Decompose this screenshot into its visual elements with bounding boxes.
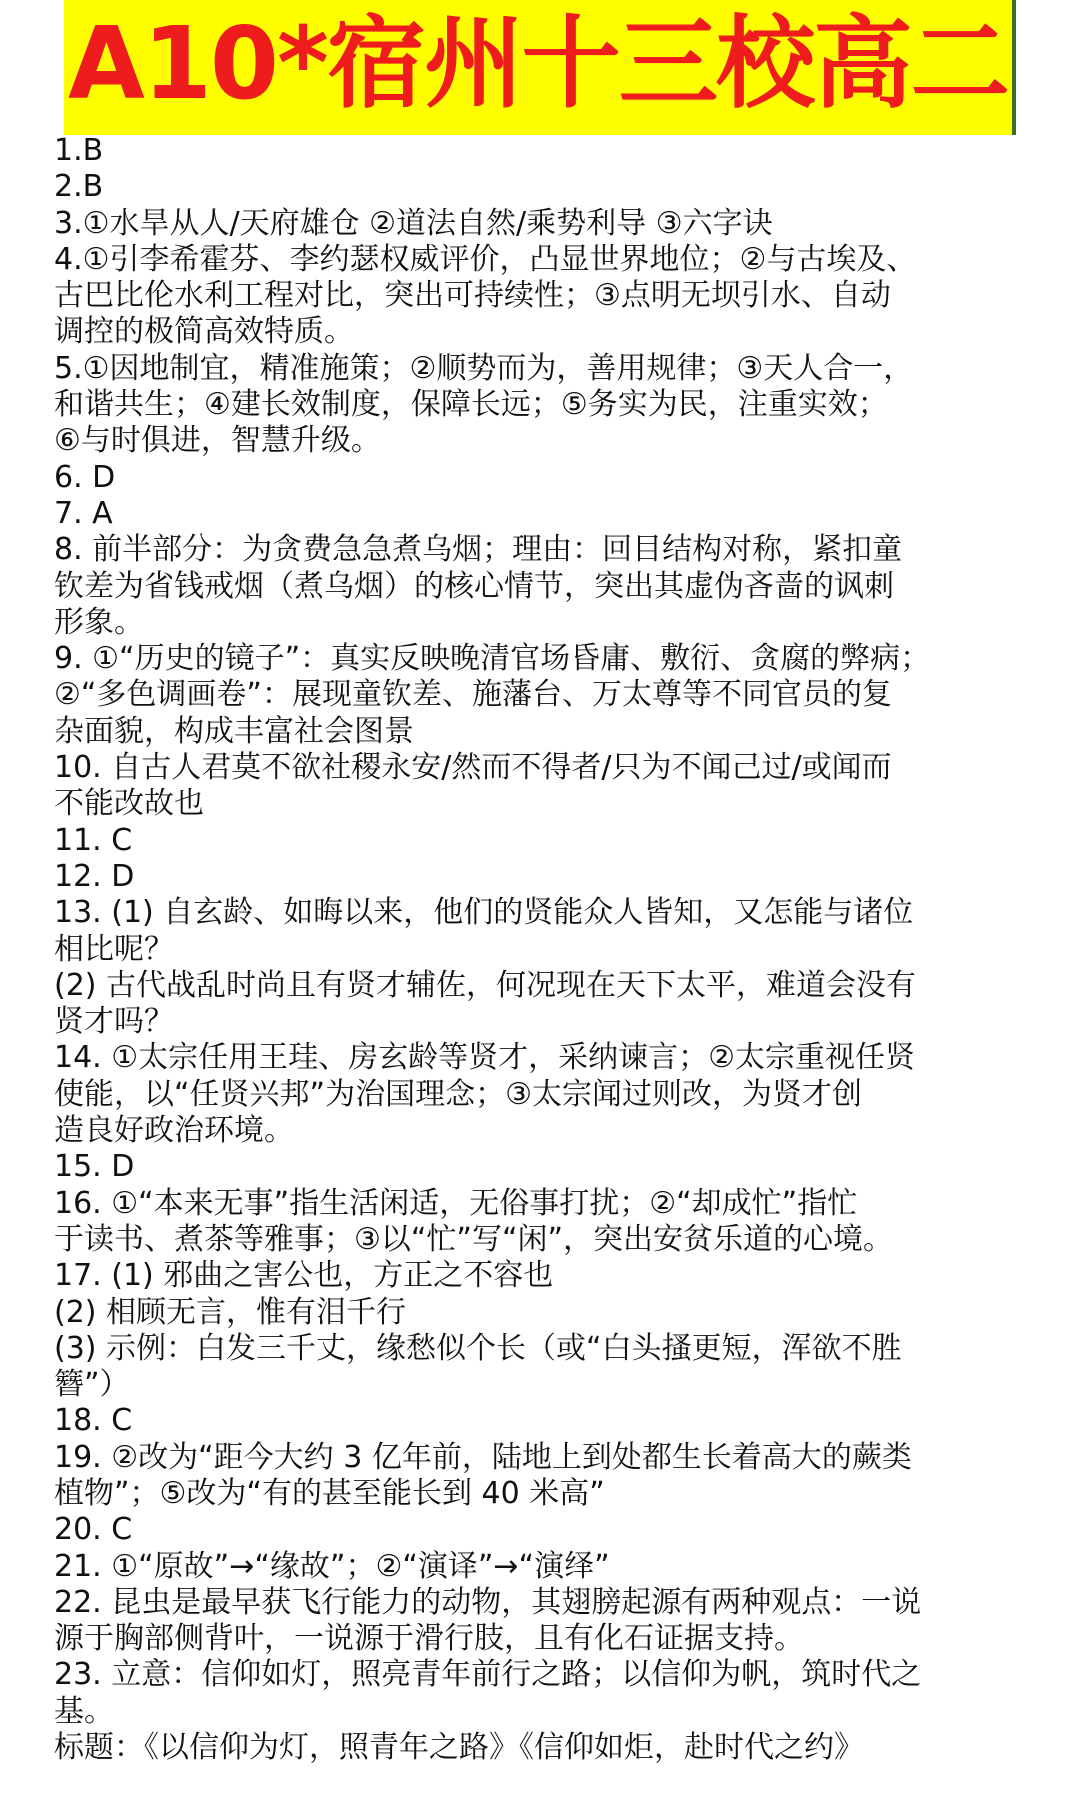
answer-line: 6. D: [54, 459, 116, 495]
answer-line: 杂面貌，构成丰富社会图景: [54, 713, 414, 749]
answer-line: 于读书、煮茶等雅事；③以“忙”写“闲”，突出安贫乐道的心境。: [54, 1221, 894, 1257]
answer-line: 17. (1) 邪曲之害公也，方正之不容也: [54, 1258, 554, 1294]
answer-line: 13. (1) 自玄龄、如晦以来，他们的贤能众人皆知，又怎能与诸位: [54, 895, 914, 931]
answer-line: 调控的极简高效特质。: [54, 314, 354, 350]
answer-line: 19. ②改为“距今大约 3 亿年前，陆地上到处都生长着高大的蕨类: [54, 1439, 912, 1475]
answer-line: 钦差为省钱戒烟（煮乌烟）的核心情节，突出其虚伪吝啬的讽刺: [54, 568, 894, 604]
answer-line: 源于胸部侧背叶，一说源于滑行肢，且有化石证据支持。: [54, 1621, 804, 1657]
answer-line: 16. ①“本来无事”指生活闲适，无俗事打扰；②“却成忙”指忙: [54, 1185, 858, 1221]
answer-line: ②“多色调画卷”：展现童钦差、施藩台、万太尊等不同官员的复: [54, 677, 892, 713]
answer-list: [54, 133, 1054, 1766]
answer-line: 使能，以“任贤兴邦”为治国理念；③太宗闻过则改，为贤才创: [54, 1076, 862, 1112]
answer-line: 10. 自古人君莫不欲社稷永安/然而不得者/只为不闻己过/或闻而: [54, 750, 892, 786]
answer-line: 4.①引李希霍芬、李约瑟权威评价，凸显世界地位；②与古埃及、: [54, 241, 917, 277]
answer-line: (3) 示例：白发三千丈，缘愁似个长（或“白头搔更短，浑欲不胜: [54, 1330, 902, 1366]
answer-line: 1.B: [54, 133, 104, 168]
answer-line: 形象。: [54, 604, 144, 640]
answer-line: 基。: [54, 1693, 114, 1729]
answer-line: 和谐共生；④建长效制度，保障长远；⑤务实为民，注重实效；: [54, 387, 888, 423]
answer-line: 植物”；⑤改为“有的甚至能长到 40 米高”: [54, 1475, 605, 1511]
answer-line: 7. A: [54, 495, 113, 531]
answer-line: 9. ①“历史的镜子”：真实反映晚清官场昏庸、敷衍、贪腐的弊病；: [54, 641, 931, 677]
answer-line: 12. D: [54, 858, 135, 894]
answer-line: 古巴比伦水利工程对比，突出可持续性；③点明无坝引水、自动: [54, 278, 891, 314]
answer-line: 5.①因地制宜，精准施策；②顺势而为，善用规律；③天人合一，: [54, 350, 914, 386]
answer-line: 14. ①太宗任用王珪、房玄龄等贤才，采纳谏言；②太宗重视任贤: [54, 1040, 916, 1076]
answer-line: (2) 相顾无言，惟有泪千行: [54, 1294, 407, 1330]
answer-line: 21. ①“原故”→“缘故”；②“演译”→“演绎”: [54, 1548, 610, 1584]
banner-edge-divider: [1012, 0, 1016, 135]
answer-line: 相比呢？: [54, 931, 174, 967]
page-title: A10*宿州十三校高二: [68, 5, 1008, 122]
title-banner: [64, 0, 1016, 135]
answer-line: 2.B: [54, 169, 104, 205]
answer-line: 22. 昆虫是最早获飞行能力的动物，其翅膀起源有两种观点：一说: [54, 1584, 922, 1620]
answer-line: 造良好政治环境。: [54, 1113, 294, 1149]
answer-line: 15. D: [54, 1149, 135, 1185]
answer-line: 20. C: [54, 1512, 133, 1548]
answer-line: (2) 古代战乱时尚且有贤才辅佐，何况现在天下太平，难道会没有: [54, 967, 917, 1003]
answer-line: 11. C: [54, 822, 133, 858]
answer-line: 18. C: [54, 1403, 133, 1439]
answer-line: 23. 立意：信仰如灯，照亮青年前行之路；以信仰为帆，筑时代之: [54, 1657, 922, 1693]
answer-line: 簪”）: [54, 1367, 130, 1403]
answer-line: 标题：《以信仰为灯，照青年之路》《信仰如炬，赴时代之约》: [54, 1730, 864, 1766]
answer-line: 8. 前半部分：为贪费急急煮乌烟；理由：回目结构对称，紧扣童: [54, 532, 903, 568]
answer-line: 不能改故也: [54, 786, 204, 822]
answer-line: 贤才吗？: [54, 1004, 174, 1040]
answer-line: ⑥与时俱进，智慧升级。: [54, 423, 381, 459]
answer-line: 3.①水旱从人/天府雄仓 ②道法自然/乘势利导 ③六字诀: [54, 205, 773, 241]
